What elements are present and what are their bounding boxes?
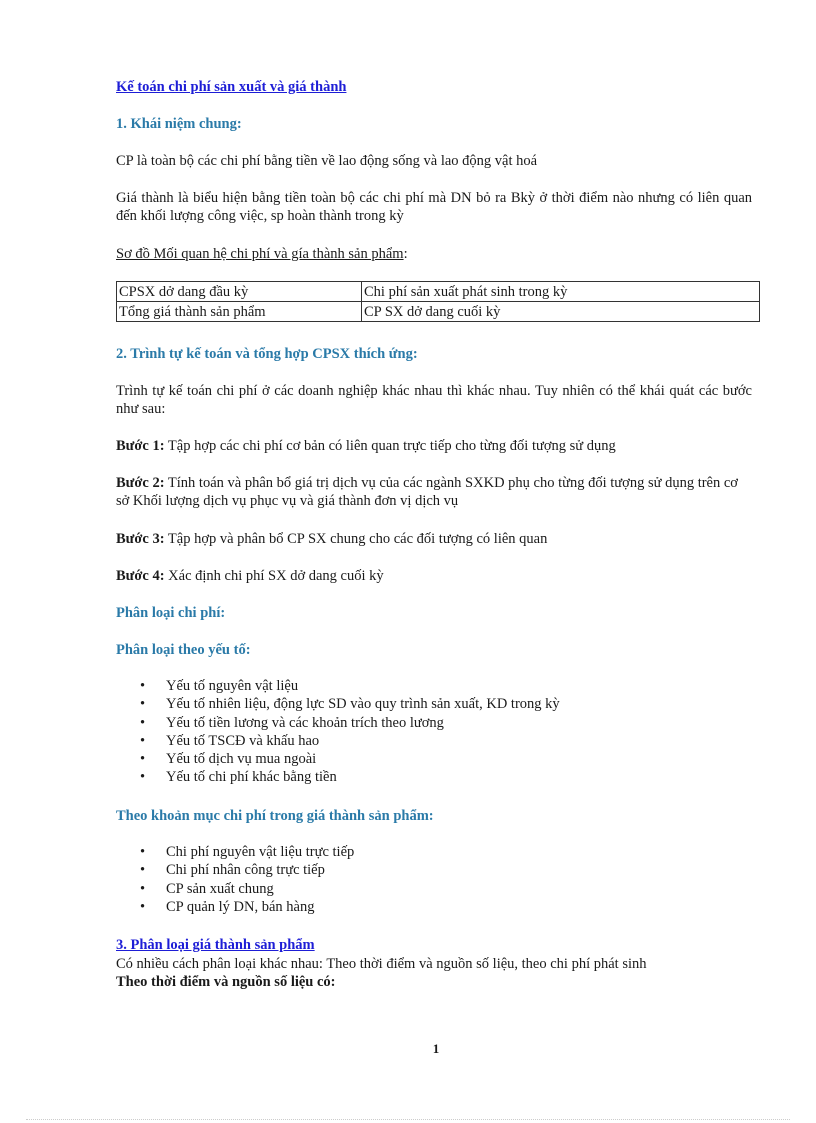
heading-general-concept: 1. Khái niệm chung: [116,116,242,132]
diagram-caption-colon: : [403,246,408,262]
page-bottom-divider [26,1119,790,1120]
step-label: Bước 1: [116,438,165,454]
cost-price-classification-link[interactable]: 3. Phân loại giá thành sản phẩm [116,937,315,953]
step-label: Bước 3: [116,531,165,547]
paragraph-procedure-intro: Trình tự kế toán chi phí ở các doanh nghiệp khác nhau thì khác nhau. Tuy nhiên có thể khái quát các bước như sau: [116,383,752,417]
list-item: • Yếu tố nhiên liệu, động lực SD vào quy trình sản xuất, KD trong kỳ [166,695,560,713]
step-label: Bước 4: [116,568,165,584]
list-item: • Yếu tố nguyên vật liệu [166,677,560,695]
step-1 [116,437,756,455]
cost-item-list [136,843,354,916]
list-item: • Yếu tố dịch vụ mua ngoài [166,750,560,768]
list-item: • Yếu tố chi phí khác bằng tiền [166,768,560,786]
heading-accounting-procedure: 2. Trình tự kế toán và tổng hợp CPSX thích ứng: [116,346,418,362]
title-link[interactable]: Kế toán chi phí sản xuất và giá thành [116,79,347,95]
list-item: • Chi phí nguyên vật liệu trực tiếp [166,843,354,861]
heading-by-cost-item: Theo khoản mục chi phí trong giá thành sản phẩm: [116,808,434,824]
element-list [136,677,560,787]
heading-cost-classification: Phân loại chi phí: [116,605,226,621]
table-cell: CPSX dở dang đầu kỳ [117,282,362,302]
heading-cost-price-classification [116,936,756,954]
step-text: Tập hợp và phân bổ CP SX chung cho các đối tượng có liên quan [164,531,548,547]
table-cell: CP SX dở dang cuối kỳ [362,302,760,322]
step-label: Bước 2: [116,475,165,491]
step-text: Tập hợp các chi phí cơ bản có liên quan trực tiếp cho từng đối tượng sử dụng [164,438,616,454]
list-item: • Yếu tố TSCĐ và khấu hao [166,732,560,750]
diagram-caption-text: Sơ đồ Mối quan hệ chi phí và gía thành sản phẩm [116,246,404,262]
step-4 [116,567,756,585]
document-title [116,78,756,96]
step-3 [116,530,756,548]
cost-relationship-table [116,281,760,322]
step-text: Tính toán và phân bổ giá trị dịch vụ của các ngành SXKD phụ cho từng đối tượng sử dụng trên cơ sở Khối lượng dịch vụ phục vụ và giá thành đơn vị dịch vụ [116,475,738,509]
paragraph-cost-definition: CP là toàn bộ các chi phí bằng tiền về lao động sống và lao động vật hoá [116,153,538,169]
step-text: Xác định chi phí SX dở dang cuối kỳ [164,568,384,584]
table-row [117,282,760,302]
paragraph-by-time-and-source: Theo thời điểm và nguồn số liệu có: [116,974,336,990]
table-cell: Chi phí sản xuất phát sinh trong kỳ [362,282,760,302]
diagram-caption [116,245,756,263]
list-item: • CP quản lý DN, bán hàng [166,898,354,916]
step-2 [116,474,740,510]
table-cell: Tổng giá thành sản phẩm [117,302,362,322]
list-item: • CP sản xuất chung [166,880,354,898]
table-row [117,302,760,322]
paragraph-cost-price-definition: Giá thành là biểu hiện bằng tiền toàn bộ các chi phí mà DN bỏ ra Bkỳ ở thời điểm nào nhưng có liên quan đến khối lượng công việc, sp hoàn thành trong kỳ [116,190,752,224]
list-item: • Chi phí nhân công trực tiếp [166,861,354,879]
paragraph-classification-methods: Có nhiều cách phân loại khác nhau: Theo thời điểm và nguồn số liệu, theo chi phí phát sinh [116,956,647,972]
list-item: • Yếu tố tiền lương và các khoản trích theo lương [166,714,560,732]
heading-by-element: Phân loại theo yếu tố: [116,642,251,658]
page-number: 1 [432,1041,440,1056]
